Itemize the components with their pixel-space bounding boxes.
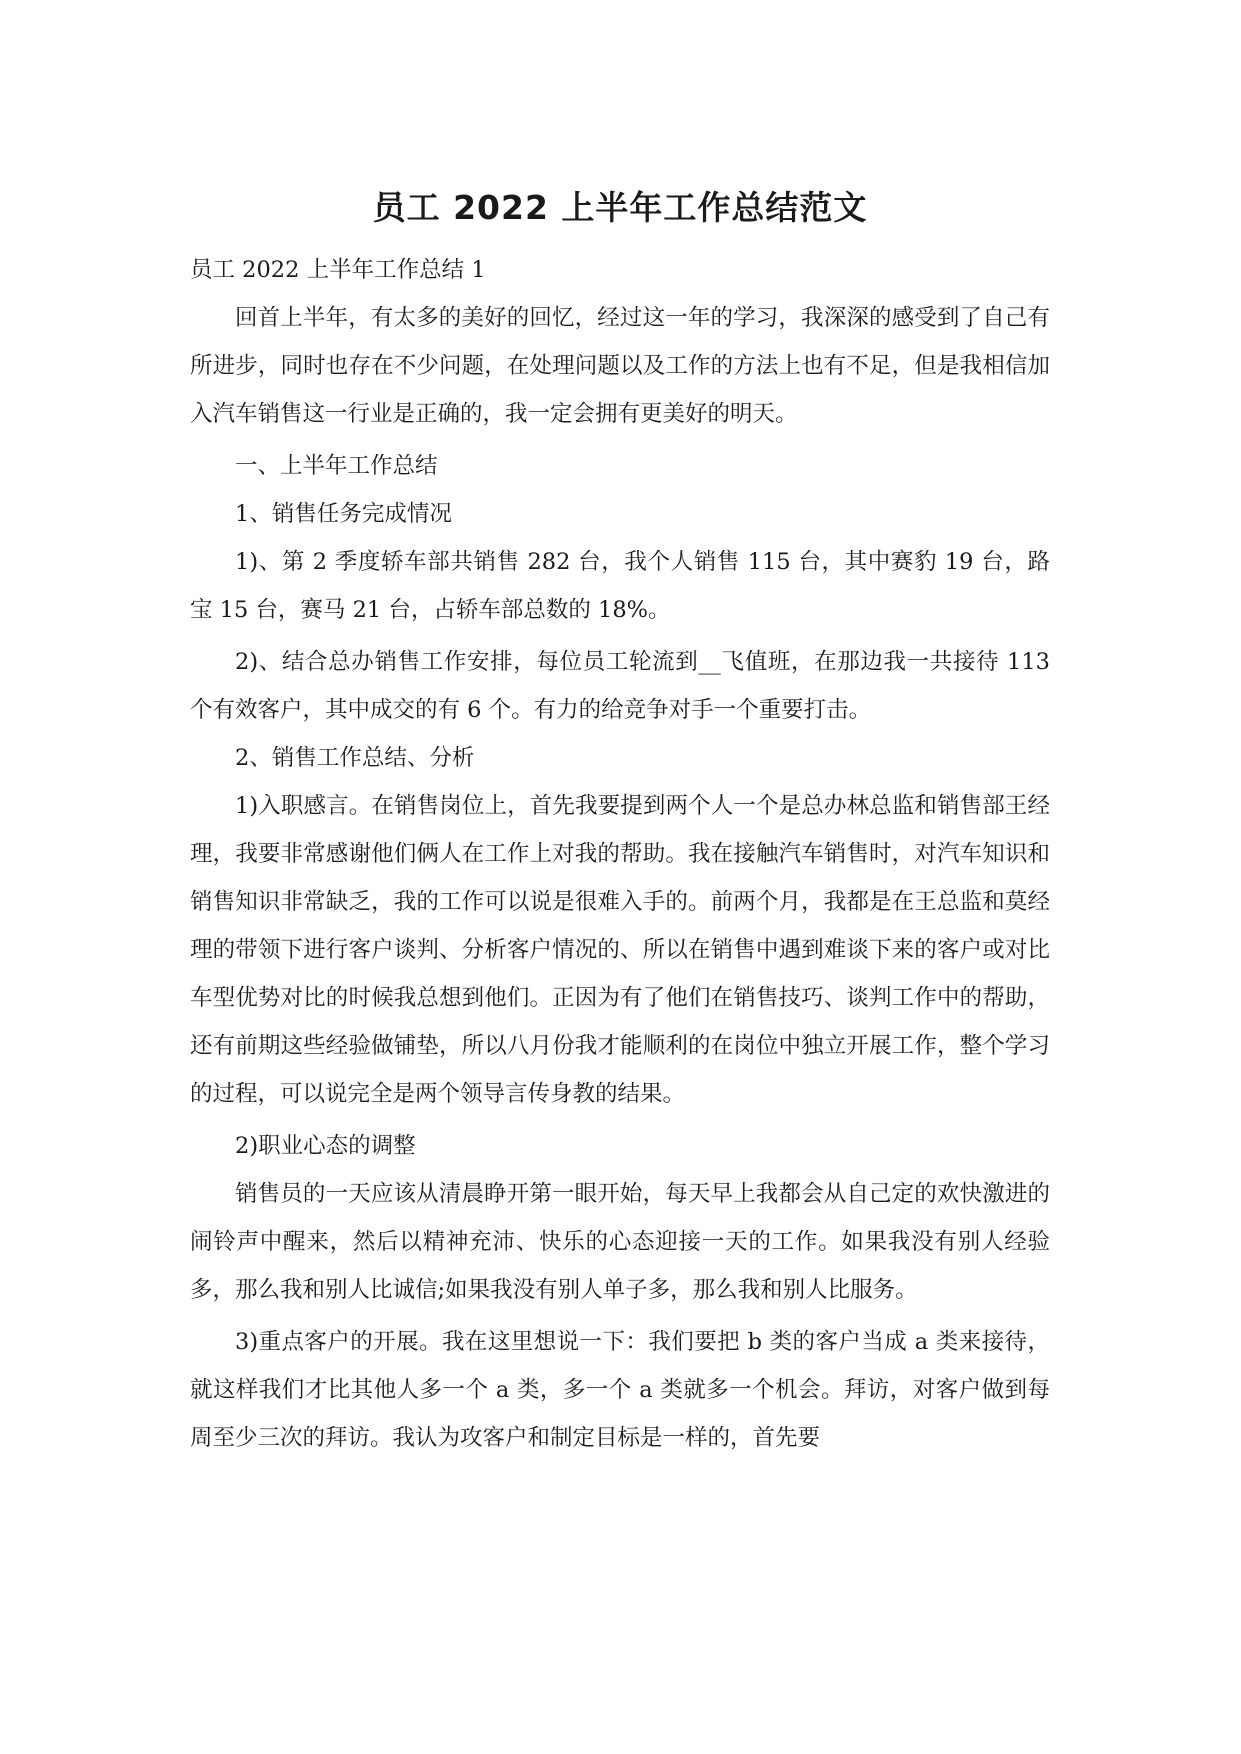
- paragraph-key-clients: 3)重点客户的开展。我在这里想说一下：我们要把 b 类的客户当成 a 类来接待，就这样我们才比其他人多一个 a 类，多一个 a 类就多一个机会。拜访，对客户做到每周至少三次的拜访。我认为攻客户和制定目标是一样的，首先要: [190, 1329, 1050, 1451]
- heading-sales-analysis: 2、销售工作总结、分析: [235, 745, 475, 771]
- paragraph-duty-rotation: 2)、结合总办销售工作安排，每位员工轮流到__飞值班，在那边我一共接待 113 个有效客户，其中成交的有 6 个。有力的给竞争对手一个重要打击。: [190, 649, 1050, 723]
- heading-sales-task: 1、销售任务完成情况: [235, 501, 452, 527]
- document-page: [190, 186, 1050, 1462]
- paragraph-onboarding: 1)入职感言。在销售岗位上，首先我要提到两个人一个是总办林总监和销售部王经理，我要非常感谢他们俩人在工作上对我的帮助。我在接触汽车销售时，对汽车知识和销售知识非常缺乏，我的工作可以说是很难入手的。前两个月，我都是在王总监和莫经理的带领下进行客户谈判、分析客户情况的、所以在销售中遇到难谈下来的客户或对比车型优势对比的时候我总想到他们。正因为有了他们在销售技巧、谈判工作中的帮助，还有前期这些经验做铺垫，所以八月份我才能顺利的在岗位中独立开展工作，整个学习的过程，可以说完全是两个领导言传身教的结果。: [190, 793, 1050, 1107]
- heading-mindset: 2)职业心态的调整: [235, 1133, 416, 1159]
- paragraph-intro: 回首上半年，有太多的美好的回忆，经过这一年的学习，我深深的感受到了自己有所进步，同时也存在不少问题，在处理问题以及工作的方法上也有不足，但是我相信加入汽车销售这一行业是正确的，我一定会拥有更美好的明天。: [190, 305, 1050, 427]
- section-title: 员工 2022 上半年工作总结 1: [190, 257, 486, 283]
- paragraph-sales-q2: 1)、第 2 季度轿车部共销售 282 台，我个人销售 115 台，其中赛豹 19 台，路宝 15 台，赛马 21 台，占轿车部总数的 18%。: [190, 549, 1050, 623]
- document-title: 员工 2022 上半年工作总结范文: [372, 188, 868, 227]
- heading-part-one: 一、上半年工作总结: [235, 453, 438, 479]
- paragraph-mindset: 销售员的一天应该从清晨睁开第一眼开始，每天早上我都会从自己定的欢快激进的闹铃声中醒来，然后以精神充沛、快乐的心态迎接一天的工作。如果我没有别人经验多，那么我和别人比诚信;如果我没有别人单子多，那么我和别人比服务。: [190, 1181, 1050, 1303]
